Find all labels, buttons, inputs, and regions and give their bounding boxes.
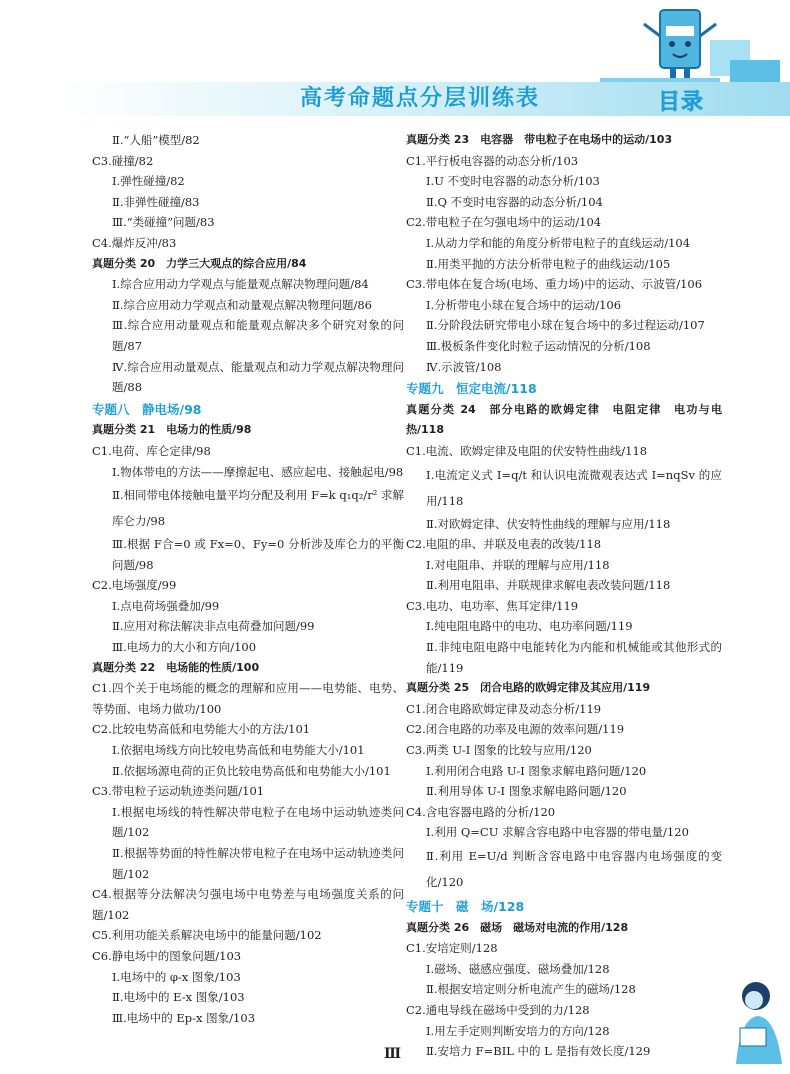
toc-entry: Ⅱ.用类平抛的方法分析带电粒子的曲线运动/105 (426, 256, 671, 271)
category-heading: 真题分类 21 电场力的性质/98 (92, 423, 252, 437)
right-column (406, 130, 722, 1062)
toc-entry: Ⅱ.应用对称法解决非点电荷叠加问题/99 (112, 619, 315, 634)
toc-entry: Ⅰ.利用 Q=CU 求解含容电路中电容器的带电量/120 (426, 825, 689, 840)
category-heading: 真题分类 25 闭合电路的欧姆定律及其应用/119 (406, 681, 651, 695)
toc-entry: Ⅰ.综合应用动力学观点与能量观点解决物理问题/84 (112, 277, 369, 292)
topic-heading: 专题十 磁 场/128 (406, 899, 525, 914)
toc-entry: C1.闭合电路欧姆定律及动态分析/119 (406, 701, 602, 716)
category-heading: 真题分类 23 电容器 带电粒子在电场中的运动/103 (406, 133, 673, 146)
toc-entry: Ⅰ.弹性碰撞/82 (112, 174, 185, 189)
toc-entry: Ⅳ.示波管/108 (426, 359, 502, 374)
category-heading: 真题分类 24 部分电路的欧姆定律 电阻定律 电功与电热/118 (406, 402, 722, 437)
toc-entry: Ⅰ.U 不变时电容器的动态分析/103 (426, 174, 600, 189)
toc-entry: C1.电流、欧姆定律及电阻的伏安特性曲线/118 (406, 443, 648, 458)
toc-entry: C2.比较电势高低和电势能大小的方法/101 (92, 722, 311, 737)
toc-entry: Ⅲ.根据 F合=0 或 Fx=0、Fy=0 分析涉及库仑力的平衡问题/98 (112, 537, 404, 572)
toc-entry: C1.平行板电容器的动态分析/103 (406, 153, 579, 168)
topic-heading: 专题九 恒定电流/118 (406, 381, 537, 397)
toc-entry: C5.利用功能关系解决电场中的能量问题/102 (92, 928, 322, 943)
toc-entry: C1.安培定则/128 (406, 941, 498, 956)
page-number: Ⅲ (384, 1046, 402, 1062)
toc-entry: Ⅳ.综合应用动量观点、能量观点和动力学观点解决物理问题/88 (112, 359, 404, 395)
toc-entry: C3.带电体在复合场(电场、重力场)中的运动、示波管/106 (406, 277, 703, 292)
toc-entry: C4.爆炸反冲/83 (92, 235, 177, 250)
category-heading: 真题分类 22 电场能的性质/100 (92, 660, 260, 674)
toc-entry: Ⅰ.纯电阻电路中的电功、电功率问题/119 (426, 619, 633, 634)
toc-entry: C2.电场强度/99 (92, 578, 177, 593)
toc-entry: Ⅱ.“人船”模型/82 (112, 133, 200, 147)
reading-girl-illustration (716, 974, 786, 1064)
toc-entry: Ⅱ.对欧姆定律、伏安特性曲线的理解与应用/118 (426, 516, 671, 531)
toc-entry: Ⅲ.电场中的 Ep-x 图象/103 (112, 1010, 256, 1025)
toc-entry: C4.含电容器电路的分析/120 (406, 804, 556, 819)
toc-entry: Ⅱ.Q 不变时电容器的动态分析/104 (426, 194, 603, 209)
page-title: 高考命题点分层训练表 (300, 86, 541, 111)
toc-entry: Ⅰ.从动力学和能的角度分析带电粒子的直线运动/104 (426, 235, 691, 250)
left-column (92, 130, 404, 1028)
toc-entry: C2.闭合电路的功率及电源的效率问题/119 (406, 722, 625, 737)
category-heading: 真题分类 26 磁场 磁场对电流的作用/128 (406, 920, 629, 934)
toc-entry: Ⅰ.根据电场线的特性解决带电粒子在电场中运动轨迹类问题/102 (112, 804, 404, 840)
toc-entry: Ⅲ.电场力的大小和方向/100 (112, 640, 257, 655)
toc-entry: C1.四个关于电场能的概念的理解和应用——电势能、电势、等势面、电场力做功/100 (92, 681, 404, 716)
toc-entry: Ⅱ.非弹性碰撞/83 (112, 194, 200, 209)
toc-entry: Ⅰ.物体带电的方法——摩擦起电、感应起电、接触起电/98 (112, 464, 404, 479)
toc-entry: C3.碰撞/82 (92, 153, 154, 168)
toc-entry: Ⅰ.电流定义式 I=q/t 和认识电流微观表达式 I=nqSv 的应用/118 (426, 467, 722, 508)
toc-entry: Ⅱ.相同带电体接触电量平均分配及利用 F=k q₁q₂/r² 求解库仑力/98 (112, 488, 404, 529)
toc-entry: C4.根据等分法解决匀强电场中电势差与电场强度关系的问题/102 (92, 887, 404, 922)
contents-label: 目录 (658, 90, 705, 115)
toc-entry: C3.电功、电功率、焦耳定律/119 (406, 598, 579, 613)
toc-entry: Ⅱ.利用导体 U-I 图象求解电路问题/120 (426, 784, 627, 799)
toc-entry: C3.两类 U-I 图象的比较与应用/120 (406, 743, 592, 758)
toc-entry: Ⅱ.利用 E=U/d 判断含容电路中电容器内电场强度的变化/120 (426, 849, 722, 889)
toc-entry: Ⅱ.根据等势面的特性解决带电粒子在电场中运动轨迹类问题/102 (112, 846, 404, 881)
topic-heading: 专题八 静电场/98 (92, 401, 202, 417)
toc-entry: Ⅲ.极板条件变化时粒子运动情况的分析/108 (426, 338, 651, 353)
toc-entry: Ⅰ.电场中的 φ-x 图象/103 (112, 969, 241, 984)
toc-entry: Ⅱ.利用电阻串、并联规律求解电表改装问题/118 (426, 578, 671, 593)
toc-entry: C1.电荷、库仑定律/98 (92, 443, 211, 458)
toc-entry: Ⅱ.根据安培定则分析电流产生的磁场/128 (426, 982, 636, 997)
category-heading: 真题分类 20 力学三大观点的综合应用/84 (92, 256, 307, 270)
toc-entry: C3.带电粒子运动轨迹类问题/101 (92, 784, 265, 799)
toc-entry: Ⅰ.点电荷场强叠加/99 (112, 598, 220, 613)
toc-entry: C2.通电导线在磁场中受到的力/128 (406, 1002, 590, 1017)
toc-entry: Ⅰ.依据电场线方向比较电势高低和电势能大小/101 (112, 743, 365, 758)
toc-entry: Ⅰ.分析带电小球在复合场中的运动/106 (426, 297, 622, 312)
toc-entry: C2.带电粒子在匀强电场中的运动/104 (406, 215, 602, 230)
toc-entry: Ⅱ.电场中的 E-x 图象/103 (112, 990, 245, 1005)
toc-entry: Ⅰ.用左手定则判断安培力的方向/128 (426, 1023, 610, 1038)
toc-entry: Ⅱ.安培力 F=BIL 中的 L 是指有效长度/129 (426, 1044, 651, 1059)
toc-entry: Ⅱ.综合应用动力学观点和动量观点解决物理问题/86 (112, 297, 372, 312)
toc-entry: C6.静电场中的图象问题/103 (92, 948, 242, 963)
toc-entry: Ⅲ.“类碰撞”问题/83 (112, 215, 215, 230)
toc-entry: Ⅱ.分阶段法研究带电小球在复合场中的多过程运动/107 (426, 318, 705, 333)
toc-entry: Ⅲ.综合应用动量观点和能量观点解决多个研究对象的问题/87 (112, 318, 404, 353)
toc-entry: Ⅰ.对电阻串、并联的理解与应用/118 (426, 557, 610, 572)
toc-entry: C2.电阻的串、并联及电表的改装/118 (406, 537, 602, 552)
toc-entry: Ⅰ.利用闭合电路 U-I 图象求解电路问题/120 (426, 763, 647, 778)
toc-entry: Ⅱ.非纯电阻电路中电能转化为内能和机械能或其他形式的能/119 (426, 640, 722, 675)
toc-entry: Ⅰ.磁场、磁感应强度、磁场叠加/128 (426, 961, 610, 976)
toc-entry: Ⅱ.依据场源电荷的正负比较电势高低和电势能大小/101 (112, 763, 391, 778)
